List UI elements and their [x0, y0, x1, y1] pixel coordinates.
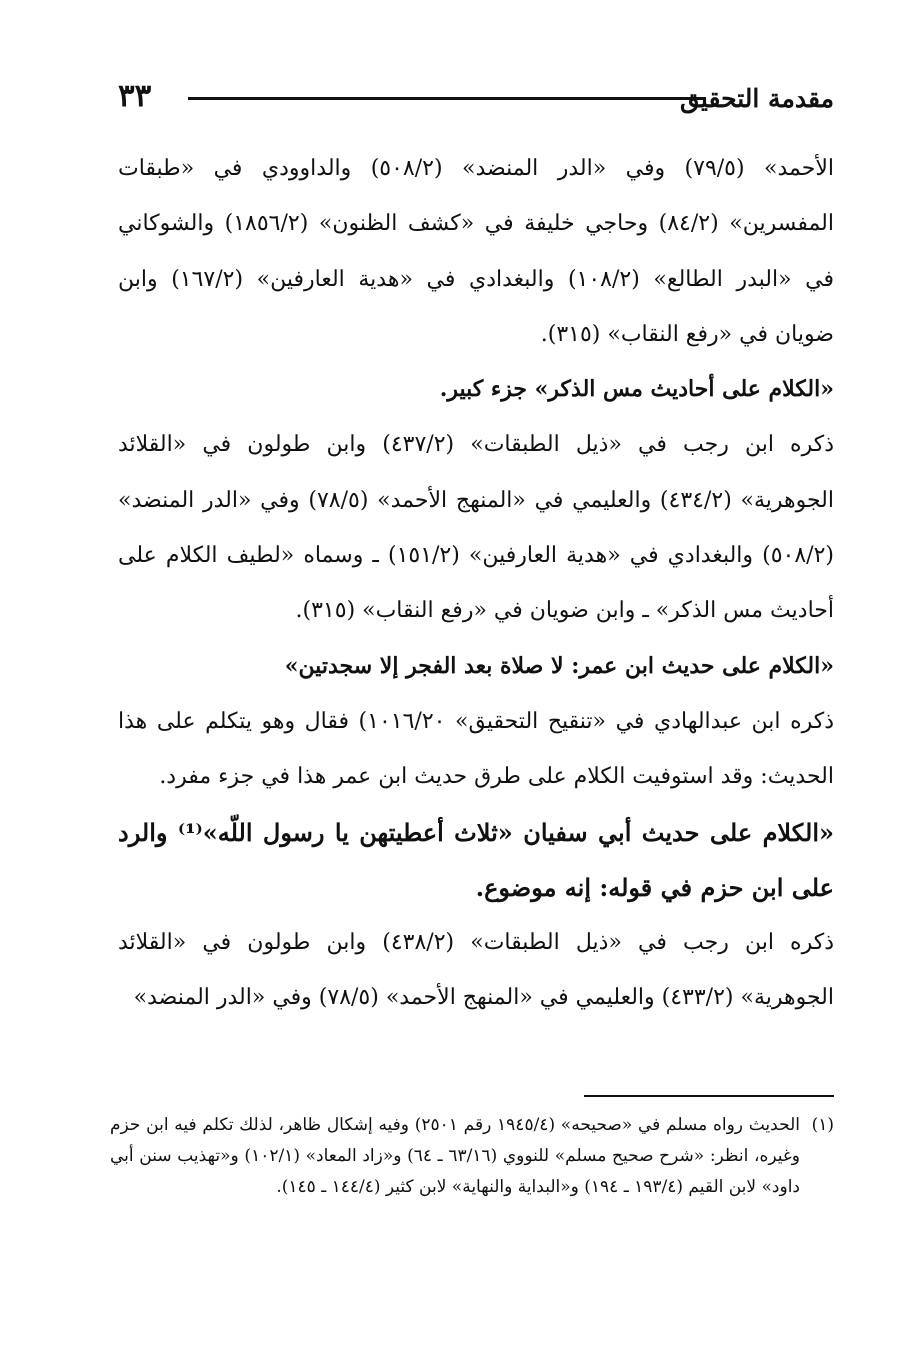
footnote-number: (١)	[811, 1115, 834, 1135]
paragraph-mass-al-dhakar-sources: ذكره ابن رجب في «ذيل الطبقات» (٤٣٧/٢) وابن طولون في «القلائد الجوهرية» (٤٣٤/٢) والعليمي في «المنهج الأحمد» (٧٨/٥) وفي «الدر المنضد» (٥٠٨/٢) والبغدادي في «هدية العارفين» (١٥١/٢) ـ وسماه «لطيف الكلام على أحاديث مس الذكر» ـ وابن ضويان في «رفع النقاب» (٣١٥).	[118, 432, 834, 624]
main-text	[118, 141, 834, 1026]
page-number: ٣٣	[118, 78, 152, 114]
header-rule	[188, 97, 706, 100]
footnotes	[110, 1110, 834, 1203]
paragraph-abu-sufyan-sources: ذكره ابن رجب في «ذيل الطبقات» (٤٣٨/٢) وابن طولون في «القلائد الجوهرية» (٤٣٣/٢) والعليمي في «المنهج الأحمد» (٧٨/٥) وفي «الدر المنضد»	[118, 930, 834, 1011]
heading-mass-al-dhakar: «الكلام على أحاديث مس الذكر» جزء كبير.	[439, 376, 834, 403]
paragraph-ibn-umar-sources: ذكره ابن عبدالهادي في «تنقيح التحقيق» ١٠١٦/٢٠) فقال وهو يتكلم على هذا الحديث: وقد استوفيت الكلام على طرق حديث ابن عمر هذا في جزء مفرد.	[118, 708, 835, 790]
running-title: مقدمة التحقيق	[680, 84, 834, 113]
paragraph-sources-continued: الأحمد» (٧٩/٥) وفي «الدر المنضد» (٥٠٨/٢) والداوودي في «طبقات المفسرين» (٨٤/٢) وحاجي خليفة في «كشف الظنون» (١٨٥٦/٢) والشوكاني في «البدر الطالع» (١٠٨/٢) والبغدادي في «هدية العارفين» (١٦٧/٢) وابن ضويان في «رفع النقاب» (٣١٥).	[118, 156, 835, 347]
heading-abu-sufyan-hadith: «الكلام على حديث أبي سفيان «ثلاث أعطيتهن يا رسول اللّه»⁽¹⁾ والرد على ابن حزم في قوله: إنه موضوع.	[118, 817, 834, 902]
heading-ibn-umar-hadith: «الكلام على حديث ابن عمر: لا صلاة بعد الفجر إلا سجدتين»	[284, 652, 834, 679]
page-header	[118, 80, 834, 122]
footnote-text: الحديث رواه مسلم في «صحيحه» (١٩٤٥/٤ رقم ٢٥٠١) وفيه إشكال ظاهر، لذلك تكلم فيه ابن حزم وغيره، انظر: «شرح صحيح مسلم» للنووي (٦٣/١٦ ـ ٦٤) و«زاد المعاد» (١٠٢/١) و«تهذيب سنن أبي داود» لابن القيم (١٩٣/٤ ـ ١٩٤) و«البداية والنهاية» لابن كثير (١٤٤/٤ ـ ١٤٥).	[110, 1115, 800, 1197]
footnote	[110, 1110, 834, 1203]
footnote-separator	[584, 1095, 834, 1097]
